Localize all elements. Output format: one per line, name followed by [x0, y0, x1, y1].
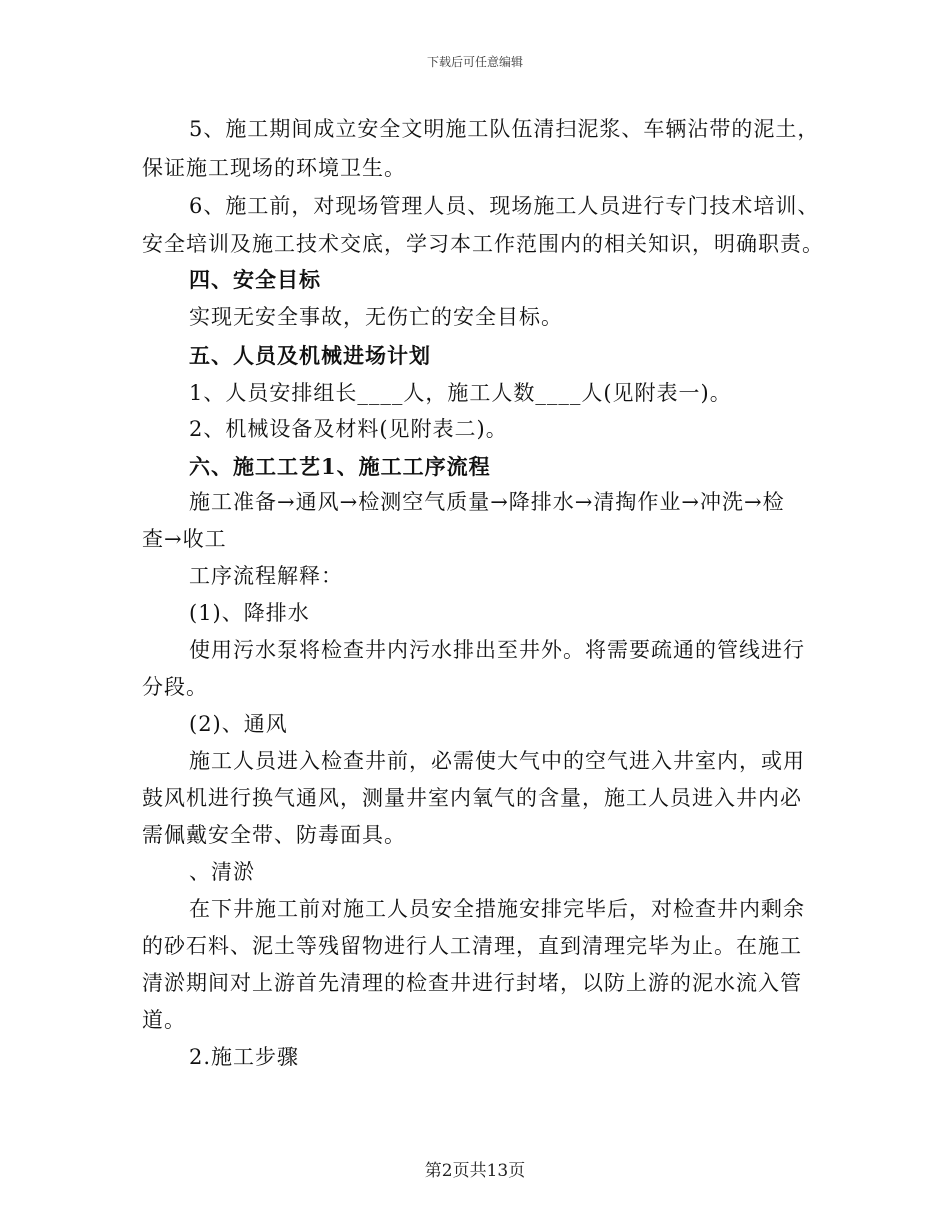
paragraph-line: 保证施工现场的环境卫生。 — [142, 156, 406, 180]
paragraph-line: 施工人员进入检查井前，必需使大气中的空气进入井室内，或用 — [189, 749, 805, 773]
page-footer: 第2页共13页 — [424, 1161, 526, 1181]
section-heading: 五、人员及机械进场计划 — [189, 343, 431, 368]
paragraph-line: 的砂石料、泥土等残留物进行人工清理，直到清理完毕为止。在施工 — [142, 934, 802, 958]
paragraph-line: 使用污水泵将检查井内污水排出至井外。将需要疏通的管线进行 — [189, 638, 805, 662]
paragraph-line: 在下井施工前对施工人员安全措施安排完毕后，对检查井内剩余 — [189, 897, 805, 921]
paragraph-line: 道。 — [142, 1008, 186, 1032]
paragraph-line: (2)、通风 — [189, 712, 288, 736]
paragraph-line: 需佩戴安全带、防毒面具。 — [142, 823, 406, 847]
paragraph-line: 工序流程解释： — [189, 564, 343, 588]
paragraph-line: 2.施工步骤 — [189, 1045, 300, 1069]
paragraph-line: 1、人员安排组长____人，施工人数____人(见附表一)。 — [189, 381, 732, 405]
paragraph-line: 施工准备→通风→检测空气质量→降排水→清掏作业→冲洗→检 — [189, 490, 785, 514]
page-header: 下载后可任意编辑 — [426, 55, 523, 69]
paragraph-line: 、清淤 — [189, 860, 255, 884]
paragraph-line: 安全培训及施工技术交底，学习本工作范围内的相关知识，明确职责。 — [142, 232, 824, 256]
paragraph-line: 鼓风机进行换气通风，测量井室内氧气的含量，施工人员进入井内必 — [142, 786, 802, 810]
section-heading: 六、施工工艺1、施工工序流程 — [189, 454, 491, 479]
paragraph-line: 5、施工期间成立安全文明施工队伍清扫泥浆、车辆沾带的泥土， — [189, 117, 820, 141]
paragraph-line: 2、机械设备及材料(见附表二)。 — [189, 417, 508, 441]
paragraph-line: 分段。 — [142, 675, 208, 699]
paragraph-line: 6、施工前，对现场管理人员、现场施工人员进行专门技术培训、 — [189, 194, 820, 218]
section-heading: 四、安全目标 — [189, 267, 321, 292]
paragraph-line: 查→收工 — [142, 527, 227, 551]
paragraph-line: 清淤期间对上游首先清理的检查井进行封堵，以防上游的泥水流入管 — [142, 971, 802, 995]
paragraph-line: (1)、降排水 — [189, 601, 310, 625]
paragraph-line: 实现无安全事故，无伤亡的安全目标。 — [189, 305, 563, 329]
